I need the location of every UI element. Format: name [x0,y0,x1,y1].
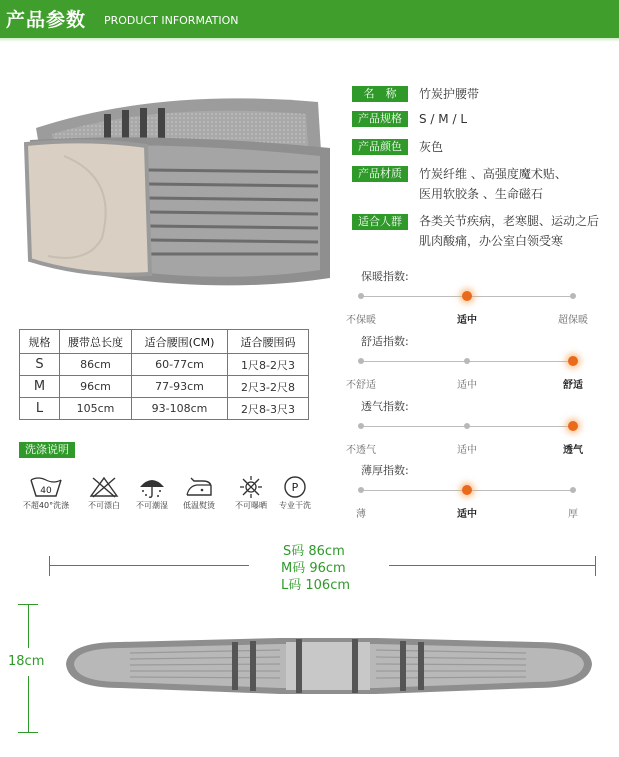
audience-value-line2: 肌肉酸痛，办公室白领受寒 [419,234,564,248]
spec-value: S / M / L [419,112,467,126]
header-bar [0,0,619,38]
index-marker [570,293,576,299]
index-marker-active [568,421,578,431]
material-value-line2: 医用软胶条 、生命磁石 [419,187,543,201]
index-label: 厚 [568,509,578,520]
color-tag: 产品颜色 [352,139,408,155]
index-label: 薄 [356,509,366,520]
length-s: S码 86cm [283,544,345,559]
index-title: 透气指数: [361,400,409,413]
index-title: 薄厚指数: [361,464,409,477]
spec-tag: 产品规格 [352,111,408,127]
table-cell: 86cm [60,354,132,376]
index-label: 不透气 [346,445,376,456]
name-value: 竹炭护腰带 [419,87,480,101]
audience-tag: 适合人群 [352,214,408,230]
table-cell: 2尺8-3尺3 [228,398,309,420]
height-dim-bottom-tick [18,732,38,733]
name-tag: 名 称 [352,86,408,102]
index-marker [358,358,364,364]
material-tag: 产品材质 [352,166,408,182]
low-iron-icon [171,474,227,500]
index-label: 适中 [457,380,477,391]
table-row [20,376,309,398]
table-cell: S [20,354,60,376]
index-marker [464,358,470,364]
svg-text:40: 40 [40,486,52,496]
index-marker [358,423,364,429]
care-item [171,474,227,511]
table-cell: 105cm [60,398,132,420]
table-header-cell: 适合腰围码 [228,330,309,354]
care-label: 不超40°洗涤 [22,501,70,510]
index-marker [358,293,364,299]
index-title: 保暖指数: [361,270,409,283]
height-dim-bottom-line [28,676,29,732]
index-label: 适中 [457,509,477,520]
care-label: 低温熨烫 [183,501,215,510]
belt-product-image [18,88,334,300]
length-dim-left-tick [49,556,50,576]
audience-value-line1: 各类关节疾病，老寒腿、运动之后 [419,214,600,228]
length-dim-right-line [389,565,595,566]
length-m: M码 96cm [281,561,346,576]
index-title: 舒适指数: [361,335,409,348]
table-cell: 1尺8-2尺3 [228,354,309,376]
height-value: 18cm [8,654,45,669]
index-marker [358,487,364,493]
wash-40-icon [18,474,74,500]
index-marker [464,423,470,429]
table-header-row [20,330,309,354]
index-label: 超保暖 [558,315,588,326]
table-cell: 2尺3-2尺8 [228,376,309,398]
table-row [20,354,309,376]
care-item [18,474,74,511]
index-label: 透气 [563,445,583,456]
length-dim-left-line [49,565,249,566]
care-label: 不可漂白 [88,501,120,510]
table-header-cell: 腰带总长度 [60,330,132,354]
index-label: 不保暖 [346,315,376,326]
page-title: 产品参数 [6,9,87,31]
length-dim-right-tick [595,556,596,576]
care-label: 不可曝晒 [235,501,267,510]
table-header-cell: 适合腰围(CM) [132,330,228,354]
table-row [20,398,309,420]
color-value: 灰色 [419,140,444,154]
care-label: 不可潮湿 [136,501,168,510]
table-cell: 60-77cm [132,354,228,376]
page-subtitle: PRODUCT INFORMATION [104,14,239,27]
index-marker [570,487,576,493]
table-header-cell: 规格 [20,330,60,354]
dry-clean-icon [267,474,323,500]
height-dim-top-line [28,604,29,648]
index-label: 不舒适 [346,380,376,391]
table-cell: 93-108cm [132,398,228,420]
care-item [267,474,323,511]
index-marker-active [462,291,472,301]
material-value-line1: 竹炭纤维 、高强度魔术贴、 [419,167,567,181]
index-label: 适中 [457,315,477,326]
belt-flat-image [60,628,596,700]
table-cell: M [20,376,60,398]
index-marker-active [568,356,578,366]
index-label: 适中 [457,445,477,456]
svg-text:P: P [291,481,299,494]
table-cell: 77-93cm [132,376,228,398]
index-label: 舒适 [563,380,583,391]
table-cell: L [20,398,60,420]
length-l: L码 106cm [281,578,350,593]
index-marker-active [462,485,472,495]
table-cell: 96cm [60,376,132,398]
care-title-tag: 洗涤说明 [19,442,75,458]
header-shade [0,38,619,42]
care-label: 专业干洗 [279,501,311,510]
size-table [19,329,309,420]
